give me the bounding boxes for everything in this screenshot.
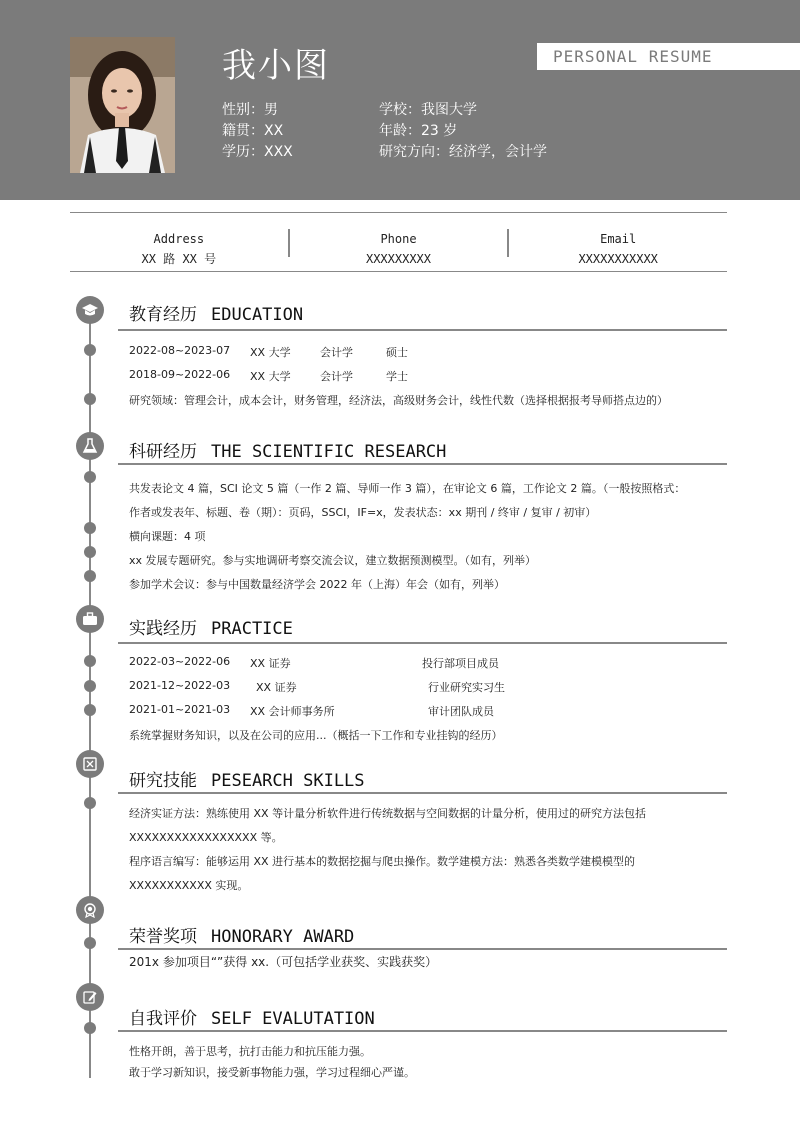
edu-school: XX 大学 — [250, 370, 291, 383]
edu-degree: 硕士 — [386, 346, 408, 359]
candidate-name: 我小图 — [222, 46, 330, 86]
edu-major: 会计学 — [320, 370, 353, 383]
research-line: xx 发展专题研究。参与实地调研考察交流会议，建立数据预测模型。（如有，列举） — [129, 554, 537, 567]
skills-title-en: PESEARCH SKILLS — [211, 771, 365, 791]
header-banner — [0, 0, 800, 200]
timeline-dot — [84, 393, 96, 405]
email-value: XXXXXXXXXXX — [578, 252, 658, 266]
section-rule — [118, 463, 727, 465]
practice-summary: 系统掌握财务知识，以及在公司的应用...（概括一下工作和专业挂钩的经历） — [129, 729, 503, 742]
address-cell — [70, 213, 288, 271]
skills-title-cn: 研究技能 — [129, 771, 197, 791]
flask-icon — [76, 432, 104, 460]
award-title — [129, 922, 354, 947]
practice-date: 2022-03~2022-06 — [129, 655, 231, 668]
practice-role: 投行部项目成员 — [422, 657, 499, 670]
section-rule — [118, 329, 727, 331]
basic-info-right — [379, 100, 547, 163]
address-label: Address — [153, 232, 205, 246]
timeline-dot — [84, 937, 96, 949]
gender-text: 性别：男 — [222, 102, 278, 118]
research-title-en: THE SCIENTIFIC RESEARCH — [211, 442, 447, 462]
self-title — [129, 1004, 375, 1029]
address-value: XX 路 XX 号 — [141, 252, 217, 266]
research-skills-icon — [76, 750, 104, 778]
research-line: 作者或发表年、标题、卷（期）：页码，SSCI，IF=x，发表状态：xx 期刊 / 终审 / 复审 / 初审） — [129, 506, 597, 519]
section-rule — [118, 642, 727, 644]
edu-date: 2022-08~2023-07 — [129, 344, 231, 357]
section-rule — [118, 792, 727, 794]
profile-photo — [70, 37, 175, 173]
award-line: 201x 参加项目“”获得 xx.（可包括学业获奖、实践获奖） — [129, 955, 438, 969]
self-title-en: SELF EVALUTATION — [211, 1009, 375, 1029]
self-title-cn: 自我评价 — [129, 1009, 197, 1029]
practice-title — [129, 614, 293, 639]
award-title-en: HONORARY AWARD — [211, 927, 355, 947]
graduation-cap-icon — [76, 296, 104, 324]
timeline-dot — [84, 546, 96, 558]
timeline-dot — [84, 704, 96, 716]
edu-field-text: 研究领域：管理会计，成本会计，财务管理，经济法，高级财务会计，线性代数（选择根据报考导师搭点边的） — [129, 394, 668, 407]
practice-title-cn: 实践经历 — [129, 619, 197, 639]
timeline-dot — [84, 680, 96, 692]
practice-role: 审计团队成员 — [428, 705, 494, 718]
edu-major: 会计学 — [320, 346, 353, 359]
skills-line: XXXXXXXXXXXXXXXXX 等。 — [129, 831, 283, 844]
phone-cell — [290, 213, 508, 271]
practice-role: 行业研究实习生 — [428, 681, 505, 694]
timeline-dot — [84, 655, 96, 667]
age-text: 年龄：23 岁 — [379, 123, 458, 139]
skills-line: XXXXXXXXXXX 实现。 — [129, 879, 249, 892]
personal-resume-tag: PERSONAL RESUME — [537, 43, 800, 70]
award-title-cn: 荣誉奖项 — [129, 927, 197, 947]
email-label: Email — [600, 232, 637, 246]
phone-value: XXXXXXXXX — [365, 252, 432, 266]
edit-icon — [76, 983, 104, 1011]
skills-line: 程序语言编写：能够运用 XX 进行基本的数据挖掘与爬虫操作。数学建模方法：熟悉各类数学建模模型的 — [129, 855, 636, 868]
email-cell — [509, 213, 727, 271]
practice-title-en: PRACTICE — [211, 619, 293, 639]
skills-title — [129, 766, 365, 791]
timeline-dot — [84, 471, 96, 483]
degree-text: 学历：XXX — [222, 144, 293, 160]
medal-icon — [76, 896, 104, 924]
edu-degree: 学士 — [386, 370, 408, 383]
education-title — [129, 300, 303, 325]
edu-school: XX 大学 — [250, 346, 291, 359]
research-line: 共发表论文 4 篇，SCI 论文 5 篇（一作 2 篇、导师一作 3 篇），在审论文 6 篇，工作论文 2 篇。（一般按照格式： — [129, 482, 686, 495]
basic-info-left — [222, 100, 293, 163]
timeline-dot — [84, 1022, 96, 1034]
education-title-cn: 教育经历 — [129, 305, 197, 325]
research-line: 横向课题：4 项 — [129, 530, 206, 543]
timeline-dot — [84, 797, 96, 809]
section-rule — [118, 1030, 727, 1032]
practice-org: XX 证券 — [256, 681, 297, 694]
practice-org: XX 会计师事务所 — [250, 705, 335, 718]
research-title-cn: 科研经历 — [129, 442, 197, 462]
edu-date: 2018-09~2022-06 — [129, 368, 231, 381]
skills-line: 经济实证方法：熟练使用 XX 等计量分析软件进行传统数据与空间数据的计量分析，使用过的研究方法包括 — [129, 807, 647, 820]
timeline-dot — [84, 522, 96, 534]
education-title-en: EDUCATION — [211, 305, 304, 325]
self-line: 性格开朗，善于思考，抗打击能力和抗压能力强。 — [129, 1045, 371, 1058]
hometown-text: 籍贯：XX — [222, 123, 284, 139]
practice-date: 2021-12~2022-03 — [129, 679, 231, 692]
research-line: 参加学术会议：参与中国数量经济学会 2022 年（上海）年会（如有，列举） — [129, 578, 505, 591]
briefcase-icon — [76, 605, 104, 633]
timeline-dot — [84, 344, 96, 356]
self-line: 敢于学习新知识，接受新事物能力强，学习过程细心严谨。 — [129, 1066, 415, 1079]
section-rule — [118, 948, 727, 950]
practice-date: 2021-01~2021-03 — [129, 703, 231, 716]
practice-org: XX 证券 — [250, 657, 291, 670]
school-text: 学校：我图大学 — [379, 102, 477, 118]
research-direction-text: 研究方向：经济学，会计学 — [379, 144, 547, 160]
contact-bar — [70, 212, 727, 272]
research-title — [129, 437, 446, 462]
timeline-dot — [84, 570, 96, 582]
phone-label: Phone — [380, 232, 417, 246]
